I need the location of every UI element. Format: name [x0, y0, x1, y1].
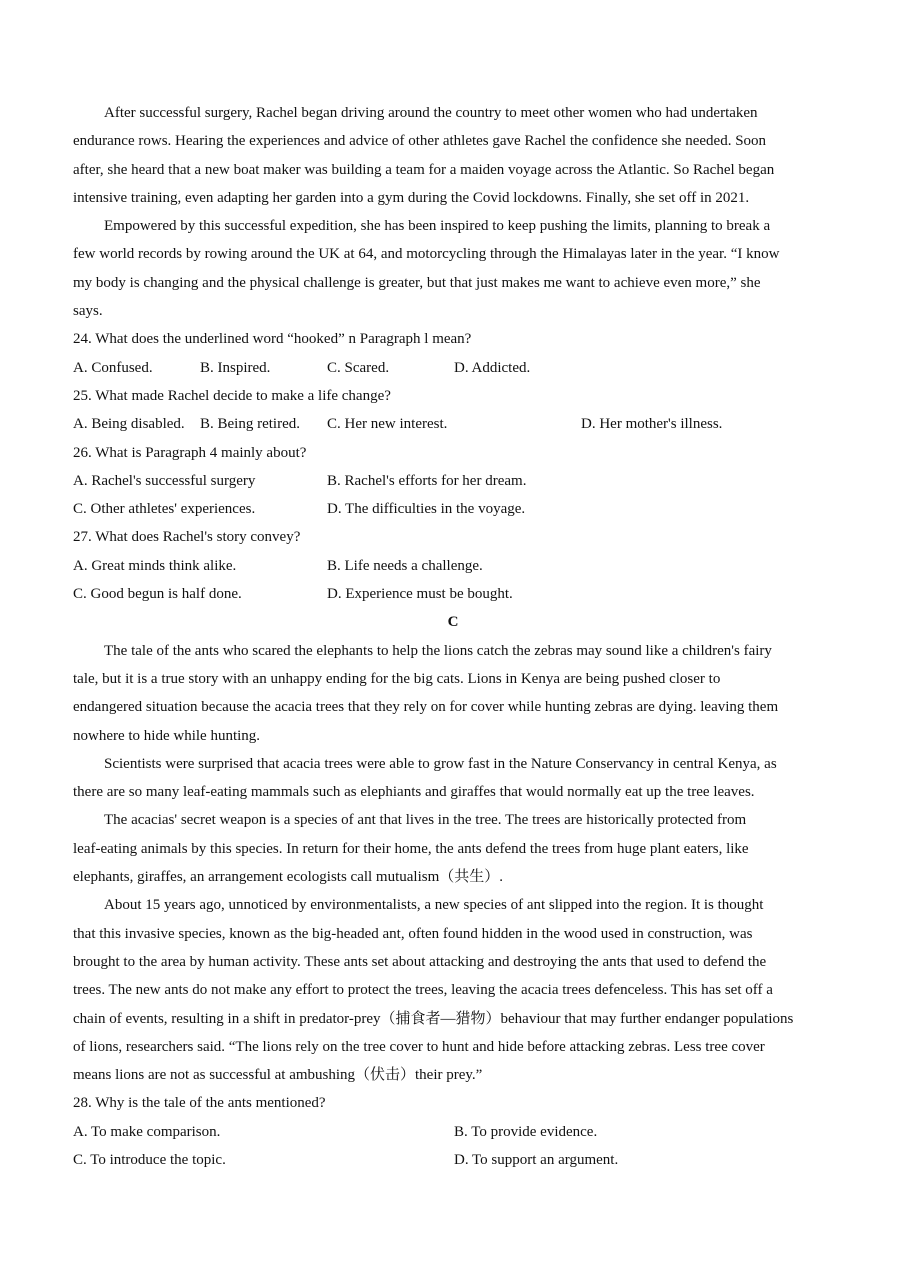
paragraph-line: that this invasive species, known as the big-headed ant, often found hidden in the wood used in construction, was — [73, 925, 753, 942]
option-a: A. Being disabled. — [73, 416, 185, 433]
option-b: B. Life needs a challenge. — [327, 557, 483, 574]
option-d: D. Her mother's illness. — [581, 416, 723, 433]
paragraph-line: there are so many leaf-eating mammals such as elephiants and giraffes that would normally eat up the tree leaves. — [73, 784, 755, 801]
option-c: C. Good begun is half done. — [73, 586, 242, 603]
question-options — [73, 354, 833, 382]
option-a: A. Great minds think alike. — [73, 557, 237, 574]
question-options — [73, 552, 833, 580]
paragraph-line: says. — [73, 303, 103, 320]
option-c: C. To introduce the topic. — [73, 1151, 226, 1168]
option-b: B. Being retired. — [200, 416, 300, 433]
option-d: D. Experience must be bought. — [327, 586, 513, 603]
option-b: B. To provide evidence. — [454, 1123, 598, 1140]
paragraph-line: trees. The new ants do not make any effort to protect the trees, leaving the acacia trees defenceless. This has set off a — [73, 982, 773, 999]
question-options — [73, 495, 833, 523]
option-d: D. To support an argument. — [454, 1151, 619, 1168]
option-a: A. Rachel's successful surgery — [73, 472, 256, 489]
question-options — [73, 1118, 833, 1146]
question-stem: 28. Why is the tale of the ants mentioned? — [73, 1095, 326, 1112]
question-options — [73, 1146, 833, 1174]
paragraph-line: tale, but it is a true story with an unhappy ending for the big cats. Lions in Kenya are being pushed closer to — [73, 670, 721, 687]
paragraph-line: leaf-eating animals by this species. In return for their home, the ants defend the trees from huge plant eaters, like — [73, 840, 749, 857]
section-heading: C — [447, 614, 459, 631]
option-a: A. To make comparison. — [73, 1123, 221, 1140]
paragraph-line: chain of events, resulting in a shift in predator-prey（捕食者—猎物）behaviour that may further endanger populations — [73, 1010, 794, 1027]
option-c: C. Her new interest. — [327, 416, 448, 433]
question-options — [73, 580, 833, 608]
question-stem: 27. What does Rachel's story convey? — [73, 529, 301, 546]
paragraph-line: endurance rows. Hearing the experiences and advice of other athletes gave Rachel the confidence she needed. Soon — [73, 133, 767, 150]
paragraph-line: brought to the area by human activity. These ants set about attacking and destroying the ants that used to defend the — [73, 953, 767, 970]
paragraph-line: intensive training, even adapting her garden into a gym during the Covid lockdowns. Finally, she set off in 2021. — [73, 189, 750, 206]
paragraph-line: Empowered by this successful expedition, she has been inspired to keep pushing the limits, planning to break a — [104, 218, 771, 235]
option-a: A. Confused. — [73, 359, 153, 376]
option-b: B. Inspired. — [200, 359, 271, 376]
paragraph-line: After successful surgery, Rachel began driving around the country to meet other women who had undertaken — [104, 105, 758, 121]
paragraph-line: means lions are not as successful at ambushing（伏击）their prey.” — [73, 1067, 483, 1084]
option-d: D. Addicted. — [454, 359, 531, 376]
option-c: C. Other athletes' experiences. — [73, 501, 256, 518]
paragraph-line: elephants, giraffes, an arrangement ecologists call mutualism（共生）. — [73, 869, 504, 886]
paragraph-line: endangered situation because the acacia trees that they rely on for cover while hunting zebras are dying. leaving them — [73, 699, 779, 716]
paragraph-line: About 15 years ago, unnoticed by environmentalists, a new species of ant slipped into the region. It is thought — [104, 897, 764, 914]
paragraph-line: nowhere to hide while hunting. — [73, 727, 261, 744]
question-options — [73, 410, 833, 438]
paragraph-line: few world records by rowing around the UK at 64, and motorcycling through the Himalayas later in the year. “I know — [73, 246, 780, 263]
paragraph-line: Scientists were surprised that acacia trees were able to grow fast in the Nature Conservancy in central Kenya, as — [104, 755, 777, 772]
question-stem: 24. What does the underlined word “hooked” n Paragraph l mean? — [73, 331, 472, 348]
exam-page — [73, 99, 833, 1174]
paragraph-line: The acacias' secret weapon is a species of ant that lives in the tree. The trees are historically protected from — [104, 812, 747, 829]
question-options — [73, 467, 833, 495]
paragraph-line: my body is changing and the physical challenge is greater, but that just makes me want to achieve even more,” she — [73, 274, 761, 291]
question-stem: 25. What made Rachel decide to make a life change? — [73, 387, 391, 404]
question-stem: 26. What is Paragraph 4 mainly about? — [73, 444, 307, 461]
option-d: D. The difficulties in the voyage. — [327, 501, 526, 518]
paragraph-line: The tale of the ants who scared the elephants to help the lions catch the zebras may sound like a children's fairy — [104, 642, 772, 659]
paragraph-line: of lions, researchers said. “The lions rely on the tree cover to hunt and hide before attacking zebras. Less tree cover — [73, 1038, 765, 1055]
option-c: C. Scared. — [327, 359, 390, 376]
paragraph-line: after, she heard that a new boat maker was building a team for a maiden voyage across the Atlantic. So Rachel began — [73, 161, 775, 178]
option-b: B. Rachel's efforts for her dream. — [327, 472, 527, 489]
